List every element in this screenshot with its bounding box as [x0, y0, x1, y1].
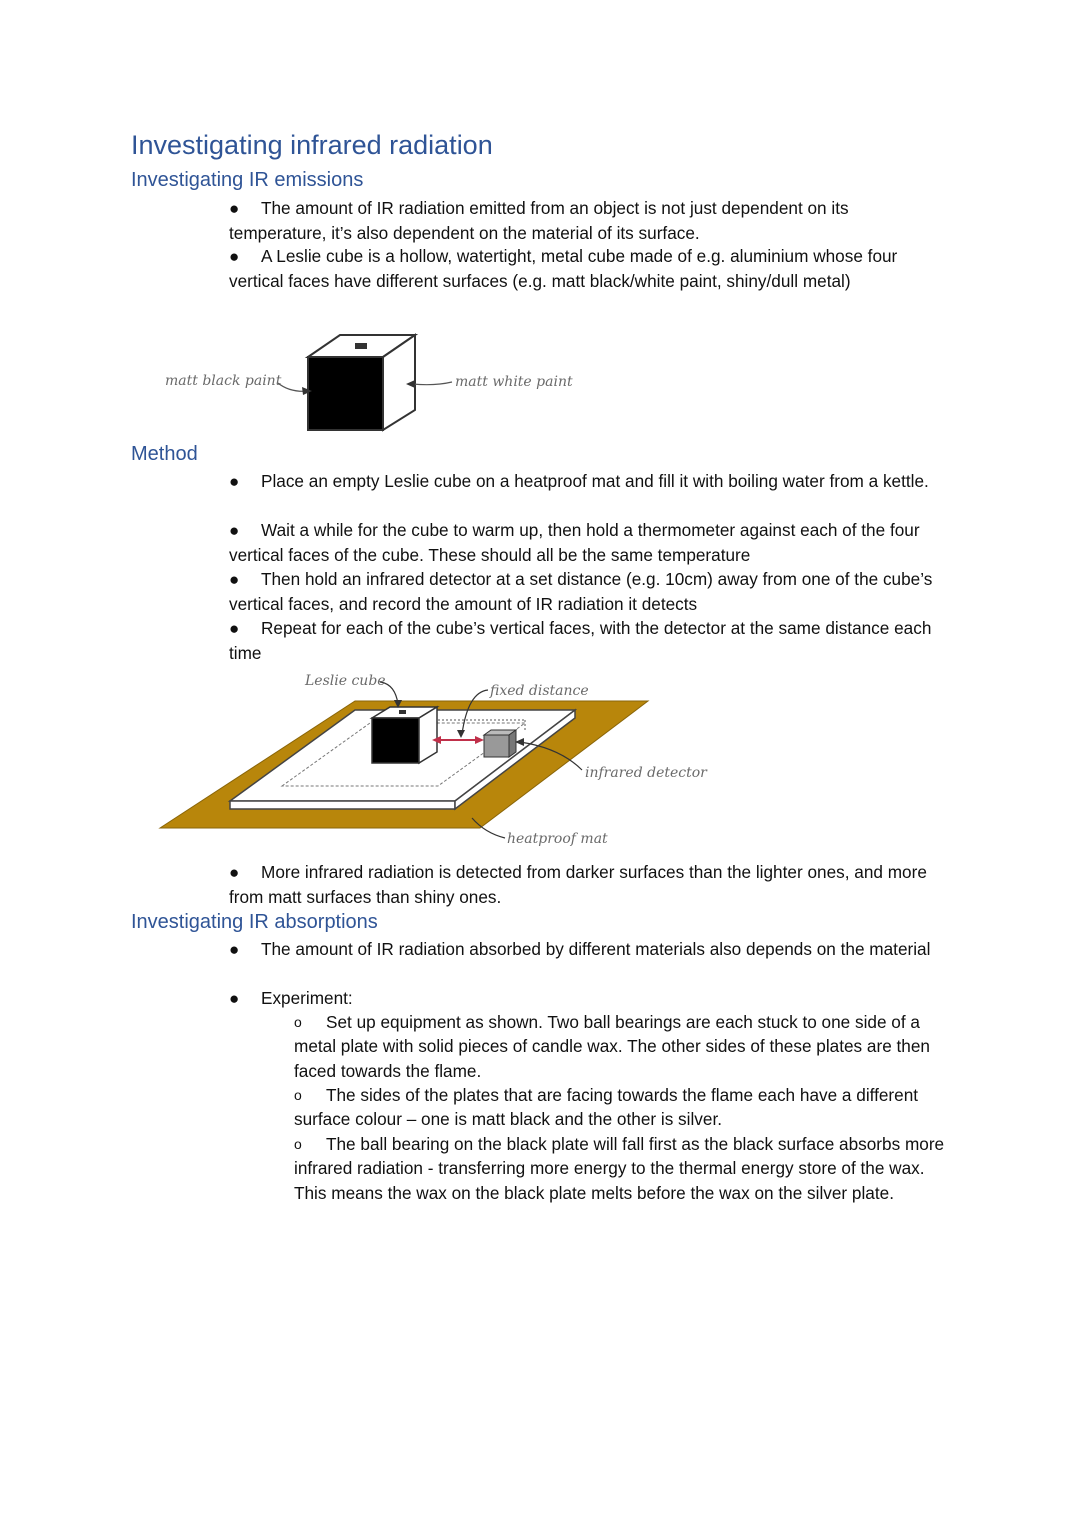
bullet-text: Repeat for each of the cube’s vertical faces, with the detector at the same distance each time [229, 618, 932, 664]
detector-body [484, 735, 509, 757]
label-fixed-distance: fixed distance [490, 683, 589, 699]
list-item [229, 244, 949, 294]
bullet-text: Place an empty Leslie cube on a heatproof mat and fill it with boiling water from a kettle. [261, 471, 929, 491]
bullet-icon: ● [229, 989, 240, 1008]
bullet-text: The amount of IR radiation emitted from an object is not just dependent on its temperature, it’s also dependent on the material of its surface. [229, 198, 849, 244]
cube-top-hole [399, 710, 406, 714]
list-item [229, 986, 949, 1011]
bullet-text: The amount of IR radiation absorbed by different materials also depends on the material [261, 939, 931, 959]
circle-bullet-icon: o [294, 1087, 302, 1103]
label-heatproof-mat: heatproof mat [507, 831, 608, 847]
page-title: Investigating infrared radiation [131, 130, 493, 160]
bullet-icon: ● [229, 863, 240, 882]
bullet-text: Then hold an infrared detector at a set distance (e.g. 10cm) away from one of the cube’s vertical faces, and record the amount of IR radiation it detects [229, 569, 933, 615]
circle-bullet-icon: o [294, 1136, 302, 1152]
sub-bullet-text: Set up equipment as shown. Two ball bearings are each stuck to one side of a metal plate with solid pieces of candle wax. The other sides of these plates are then faced towards the flame. [294, 1012, 930, 1081]
sub-bullet-text: The ball bearing on the black plate will fall first as the black surface absorbs more infrared radiation - transferring more energy to the thermal energy store of the wax. This means the wax on the black plate melts before the wax on the silver plate. [294, 1134, 945, 1203]
bullet-text: More infrared radiation is detected from darker surfaces than the lighter ones, and more from matt surfaces than shiny ones. [229, 862, 927, 908]
arrow-right [412, 382, 452, 385]
bullet-icon: ● [229, 619, 240, 638]
experiment-setup-figure [150, 668, 720, 853]
list-item [229, 937, 949, 962]
cube-black-face [308, 357, 383, 430]
board-front-edge [230, 801, 455, 809]
cube-top-hole [355, 343, 367, 349]
label-leslie-cube: Leslie cube [305, 673, 386, 689]
sub-list-item [294, 1083, 954, 1132]
label-infrared-detector: infrared detector [585, 765, 707, 781]
circle-bullet-icon: o [294, 1014, 302, 1030]
list-item [229, 196, 949, 246]
list-item [229, 469, 949, 494]
section-heading-method: Method [131, 443, 198, 465]
list-item [229, 860, 949, 910]
bullet-icon: ● [229, 199, 240, 218]
sub-list-item [294, 1132, 954, 1205]
bullet-text: Wait a while for the cube to warm up, then hold a thermometer against each of the four vertical faces of the cube. These should all be the same temperature [229, 520, 920, 566]
bullet-text: A Leslie cube is a hollow, watertight, metal cube made of e.g. aluminium whose four vertical faces have different surfaces (e.g. matt black/white paint, shiny/dull metal) [229, 246, 898, 292]
label-matt-black: matt black paint [165, 373, 282, 389]
section-heading-emissions: Investigating IR emissions [131, 169, 364, 191]
bullet-icon: ● [229, 521, 240, 540]
bullet-icon: ● [229, 472, 240, 491]
bullet-text: Experiment: [261, 988, 353, 1008]
label-matt-white: matt white paint [455, 374, 573, 390]
detector-side [509, 730, 516, 757]
list-item [229, 567, 949, 617]
sub-list-item [294, 1010, 954, 1083]
list-item [229, 518, 949, 568]
bullet-icon: ● [229, 570, 240, 589]
leslie-cube-figure [150, 325, 590, 440]
section-heading-absorptions: Investigating IR absorptions [131, 911, 378, 933]
sub-bullet-text: The sides of the plates that are facing towards the flame each have a different surface colour – one is matt black and the other is silver. [294, 1085, 919, 1130]
cube-black-side [372, 718, 419, 763]
bullet-icon: ● [229, 940, 240, 959]
bullet-icon: ● [229, 247, 240, 266]
list-item [229, 616, 949, 666]
